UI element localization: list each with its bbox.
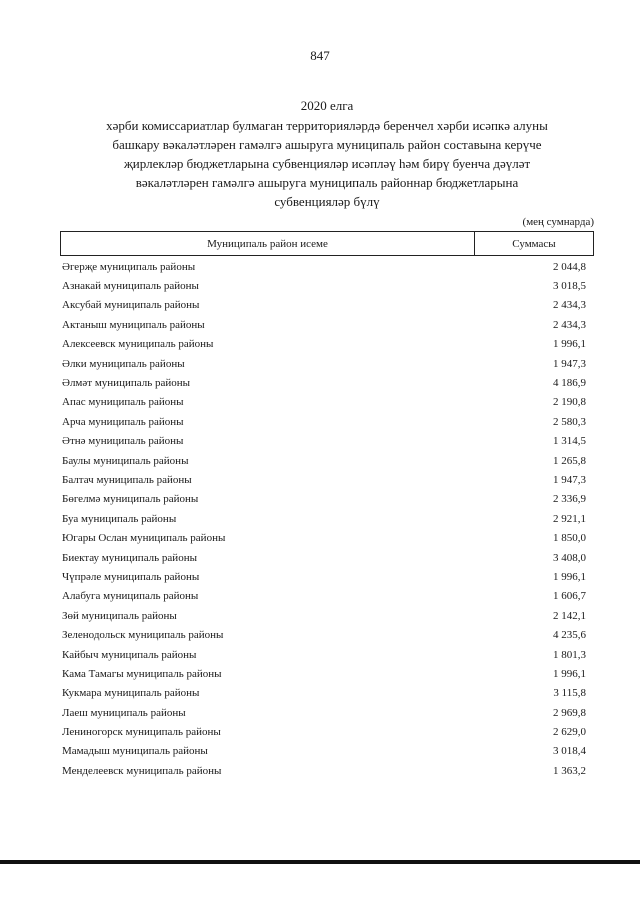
district-sum: 2 921,1 — [553, 512, 586, 525]
district-sum: 1 801,3 — [553, 648, 586, 661]
district-name: Биектау муниципаль районы — [62, 551, 197, 564]
table-row — [62, 393, 586, 412]
table-row — [62, 548, 586, 567]
district-name: Алабуга муниципаль районы — [62, 590, 199, 603]
district-name: Әтнә муниципаль районы — [62, 435, 184, 448]
district-sum: 3 115,8 — [553, 687, 586, 700]
district-sum: 2 434,3 — [553, 318, 586, 331]
table-row — [62, 335, 586, 354]
table-row — [62, 567, 586, 586]
district-name: Арча муниципаль районы — [62, 415, 184, 428]
table-row — [62, 528, 586, 547]
district-name: Зеленодольск муниципаль районы — [62, 629, 224, 642]
heading-line: башкару вәкаләтләрен гамәлгә ашыруга муниципаль район составына керүче — [112, 137, 542, 152]
heading-line: хәрби комиссариатлар булмаган территорияләрдә беренчел хәрби исәпкә алуны — [106, 118, 548, 133]
table-row — [62, 664, 586, 683]
table-row — [62, 625, 586, 644]
district-sum: 2 629,0 — [553, 726, 586, 739]
district-sum: 3 018,4 — [553, 745, 586, 758]
table-row — [62, 606, 586, 625]
district-name: Чүпрәле муниципаль районы — [62, 570, 200, 583]
district-sum: 2 969,8 — [553, 706, 586, 719]
district-name: Лениногорск муниципаль районы — [62, 726, 221, 739]
page-number: 847 — [310, 48, 330, 63]
table-row — [62, 470, 586, 489]
heading-line: җирлекләр бюджетларына субвенцияләр исәпләү һәм бирү буенча дәүләт — [123, 156, 531, 171]
table-row — [62, 373, 586, 392]
district-name: Кайбыч муниципаль районы — [62, 648, 197, 661]
district-sum: 2 434,3 — [553, 299, 586, 312]
table-row — [62, 761, 586, 780]
district-name: Кукмара муниципаль районы — [62, 687, 200, 700]
table-row — [62, 276, 586, 295]
table-row — [62, 684, 586, 703]
district-sum: 1 850,0 — [553, 532, 586, 545]
district-name: Баулы муниципаль районы — [62, 454, 189, 467]
district-name: Бөгелмә муниципаль районы — [62, 493, 199, 506]
table-row — [62, 645, 586, 664]
table-row — [62, 354, 586, 373]
table-header — [60, 231, 594, 256]
table-row — [62, 432, 586, 451]
page-bottom-rule — [0, 860, 640, 864]
district-name: Әлмәт муниципаль районы — [62, 377, 191, 390]
district-sum: 2 044,8 — [553, 260, 586, 273]
heading-year: 2020 елга — [300, 98, 354, 113]
district-sum: 1 314,5 — [553, 435, 586, 448]
district-sum: 2 336,9 — [553, 493, 586, 506]
table-row — [62, 412, 586, 431]
district-name: Менделеевск муниципаль районы — [62, 764, 222, 777]
unit-note: (мең сумнарда) — [522, 216, 594, 228]
district-sum: 3 408,0 — [553, 551, 586, 564]
district-sum: 1 996,1 — [553, 570, 586, 583]
district-sum: 2 190,8 — [553, 396, 586, 409]
district-sum: 1 265,8 — [553, 454, 586, 467]
table-row — [62, 257, 586, 276]
table-row — [62, 742, 586, 761]
district-name: Актаныш муниципаль районы — [62, 318, 205, 331]
district-sum: 1 606,7 — [553, 590, 586, 603]
district-name: Мамадыш муниципаль районы — [62, 745, 208, 758]
district-name: Әлки муниципаль районы — [62, 357, 185, 370]
district-name: Кама Тамагы муниципаль районы — [62, 667, 222, 680]
district-sum: 2 580,3 — [553, 415, 586, 428]
table-row — [62, 315, 586, 334]
table-row — [62, 509, 586, 528]
district-sum: 1 947,3 — [553, 473, 586, 486]
column-header-sum: Суммасы — [512, 237, 556, 250]
district-sum: 2 142,1 — [553, 609, 586, 622]
table-row — [62, 451, 586, 470]
district-sum: 4 186,9 — [553, 377, 586, 390]
table-row — [62, 490, 586, 509]
heading-line: субвенцияләр бүлү — [274, 194, 380, 209]
table-row — [62, 587, 586, 606]
district-name: Балтач муниципаль районы — [62, 473, 192, 486]
table-row — [62, 703, 586, 722]
district-table-body — [62, 257, 586, 781]
district-name: Азнакай муниципаль районы — [62, 280, 199, 293]
district-sum: 1 996,1 — [553, 667, 586, 680]
district-name: Югары Ослан муниципаль районы — [62, 532, 226, 545]
document-heading — [60, 96, 594, 211]
table-row — [62, 722, 586, 741]
district-name: Әгерҗе муниципаль районы — [62, 260, 196, 273]
district-name: Апас муниципаль районы — [62, 396, 184, 409]
district-sum: 4 235,6 — [553, 629, 586, 642]
district-sum: 1 996,1 — [553, 338, 586, 351]
district-sum: 3 018,5 — [553, 280, 586, 293]
district-name: Буа муниципаль районы — [62, 512, 177, 525]
district-name: Аксубай муниципаль районы — [62, 299, 200, 312]
district-name: Алексеевск муниципаль районы — [62, 338, 214, 351]
table-row — [62, 296, 586, 315]
heading-line: вәкаләтләрен гамәлгә ашыруга муниципаль районнар бюджетларына — [135, 175, 519, 190]
column-header-name: Муниципаль район исеме — [61, 232, 475, 255]
district-sum: 1 947,3 — [553, 357, 586, 370]
district-name: Зөй муниципаль районы — [62, 609, 177, 622]
district-sum: 1 363,2 — [553, 764, 586, 777]
district-name: Лаеш муниципаль районы — [62, 706, 186, 719]
